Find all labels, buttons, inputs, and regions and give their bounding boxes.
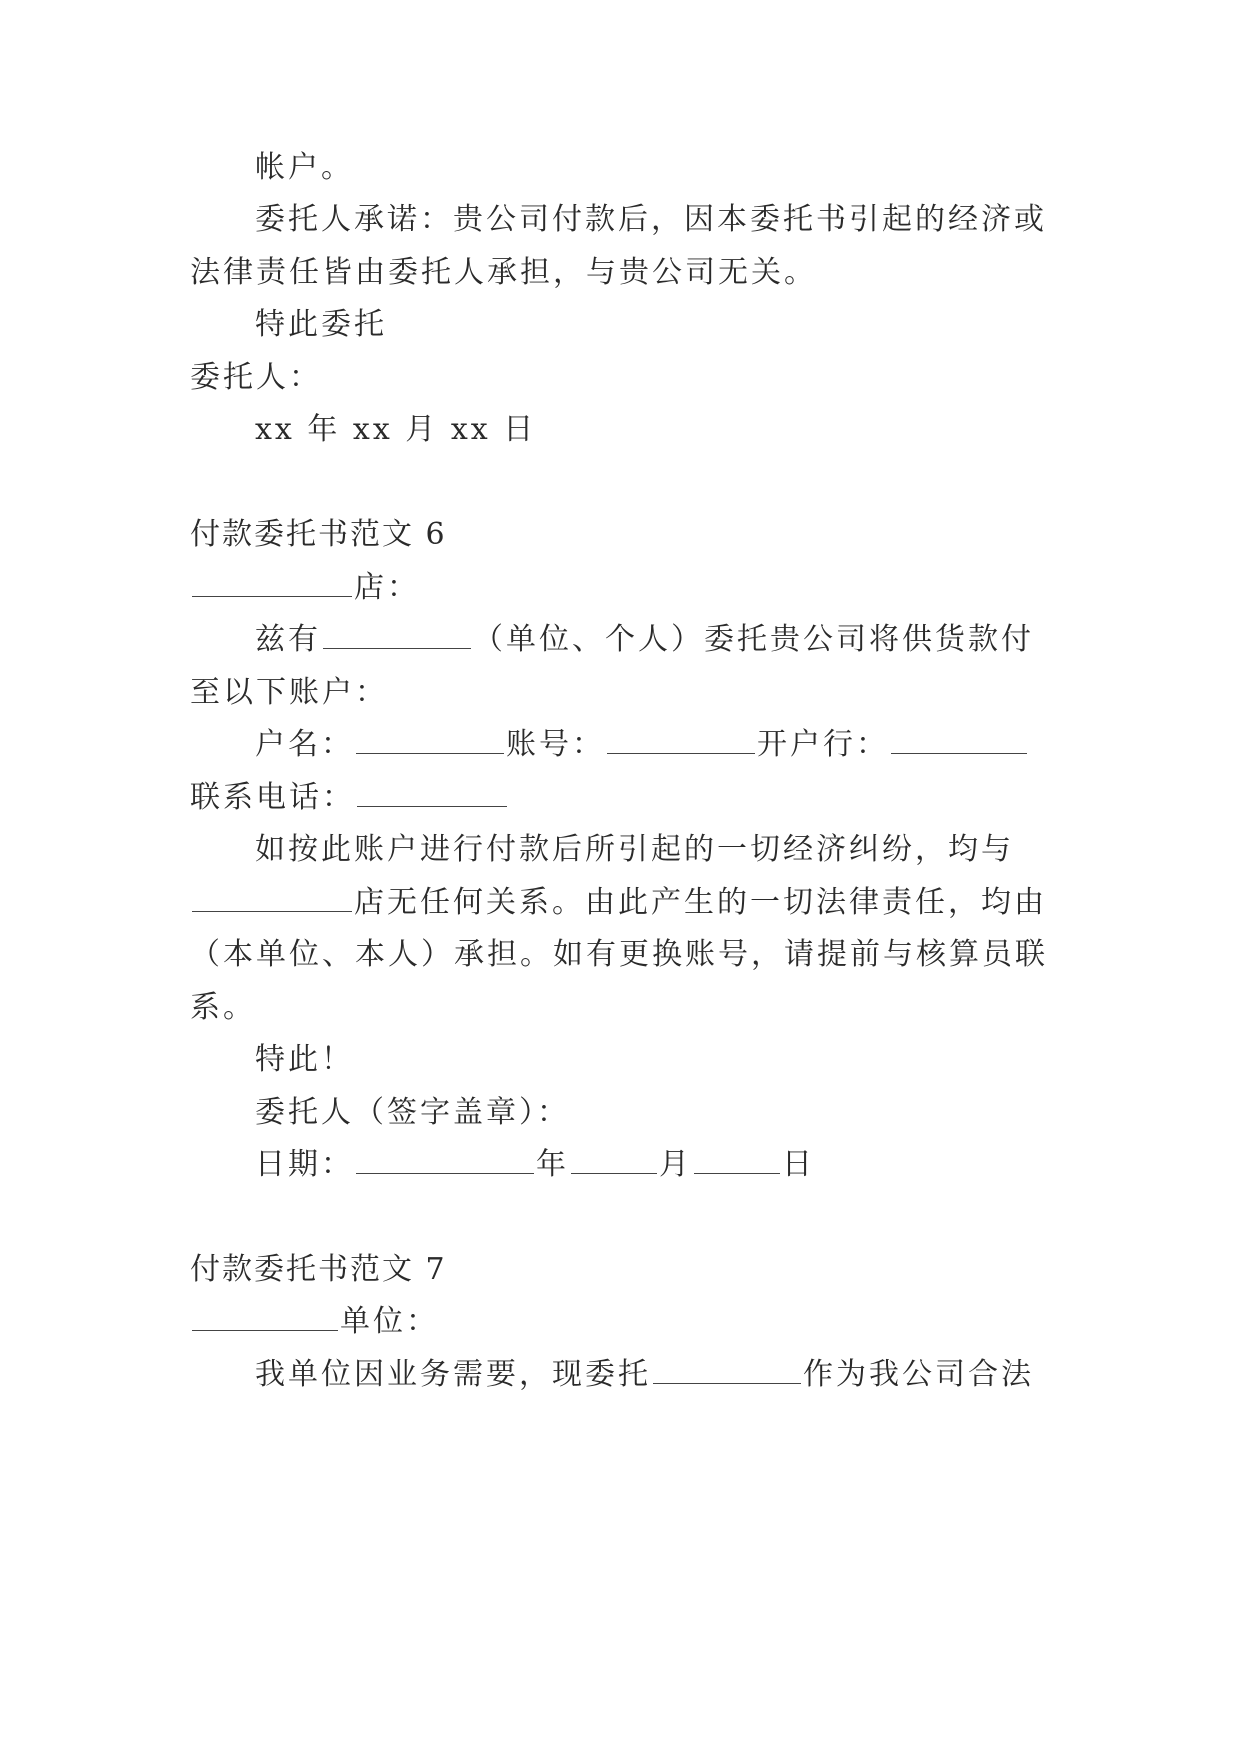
date-line bbox=[255, 1145, 815, 1185]
text-segment: 法律责任皆由委托人承担，与贵公司无关。 bbox=[190, 255, 817, 290]
text-segment: 单位： bbox=[340, 1304, 439, 1339]
text-segment: 联系电话： bbox=[190, 780, 355, 815]
paragraph-line bbox=[255, 1355, 1034, 1395]
text-segment: 作为我公司合法 bbox=[803, 1357, 1034, 1392]
text-segment: 委托人： bbox=[190, 360, 322, 395]
blank-line bbox=[356, 729, 504, 754]
paragraph-line bbox=[190, 935, 1048, 975]
blank-line bbox=[607, 729, 755, 754]
paragraph-line bbox=[190, 883, 1047, 923]
section-heading bbox=[190, 1250, 447, 1290]
blank-line bbox=[323, 624, 471, 649]
blank-line bbox=[571, 1149, 657, 1174]
text-segment: 至以下账户： bbox=[190, 675, 388, 710]
text-segment: 兹有 bbox=[255, 622, 321, 657]
paragraph-line bbox=[190, 673, 388, 713]
text-segment: 委托人（签字盖章）： bbox=[255, 1095, 570, 1130]
date-line bbox=[255, 410, 536, 450]
blank-line bbox=[356, 1149, 534, 1174]
paragraph-line bbox=[190, 568, 420, 608]
text-segment: 委托人承诺：贵公司付款后，因本委托书引起的经济或 bbox=[255, 202, 1047, 237]
blank-line bbox=[891, 729, 1027, 754]
text-segment: （本单位、本人）承担。如有更换账号，请提前与核算员联 bbox=[190, 937, 1048, 972]
text-segment: 店无任何关系。由此产生的一切法律责任，均由 bbox=[354, 885, 1047, 920]
text-segment: 系。 bbox=[190, 990, 256, 1025]
text-segment: 帐户。 bbox=[255, 150, 354, 185]
paragraph-line bbox=[190, 358, 322, 398]
account-fields-line bbox=[255, 725, 1029, 765]
paragraph-line bbox=[255, 200, 1047, 240]
paragraph-line bbox=[190, 1302, 439, 1342]
text-segment: 特此委托 bbox=[255, 307, 387, 342]
blank-line bbox=[192, 572, 352, 597]
text-segment: 月 bbox=[659, 1147, 692, 1182]
text-segment: （单位、个人）委托贵公司将供货款付 bbox=[473, 622, 1034, 657]
blank-line bbox=[653, 1359, 801, 1384]
text-segment: 日期： bbox=[255, 1147, 354, 1182]
paragraph-line bbox=[190, 253, 817, 293]
paragraph-line bbox=[190, 988, 256, 1028]
text-segment: 店： bbox=[354, 570, 420, 605]
text-segment: 户名： bbox=[255, 727, 354, 762]
text-segment: 账号： bbox=[506, 727, 605, 762]
paragraph-line bbox=[255, 305, 387, 345]
text-segment: 年 bbox=[536, 1147, 569, 1182]
paragraph-line bbox=[190, 778, 509, 818]
blank-line bbox=[192, 1306, 338, 1331]
text-segment: 付款委托书范文 6 bbox=[190, 517, 447, 552]
text-segment: 付款委托书范文 7 bbox=[190, 1252, 447, 1287]
text-segment: 日 bbox=[782, 1147, 815, 1182]
paragraph-line bbox=[255, 620, 1034, 660]
text-segment: xx 年 xx 月 xx 日 bbox=[255, 412, 537, 447]
text-segment: 特此！ bbox=[255, 1042, 354, 1077]
signature-line bbox=[255, 1093, 570, 1133]
blank-line bbox=[694, 1149, 780, 1174]
section-heading bbox=[190, 515, 447, 555]
paragraph-line bbox=[255, 148, 354, 188]
text-segment: 我单位因业务需要，现委托 bbox=[255, 1357, 651, 1392]
blank-line bbox=[192, 887, 352, 912]
text-segment: 开户行： bbox=[757, 727, 889, 762]
paragraph-line bbox=[255, 1040, 354, 1080]
text-segment: 如按此账户进行付款后所引起的一切经济纠纷，均与 bbox=[255, 832, 1014, 867]
paragraph-line bbox=[255, 830, 1014, 870]
blank-line bbox=[357, 782, 507, 807]
